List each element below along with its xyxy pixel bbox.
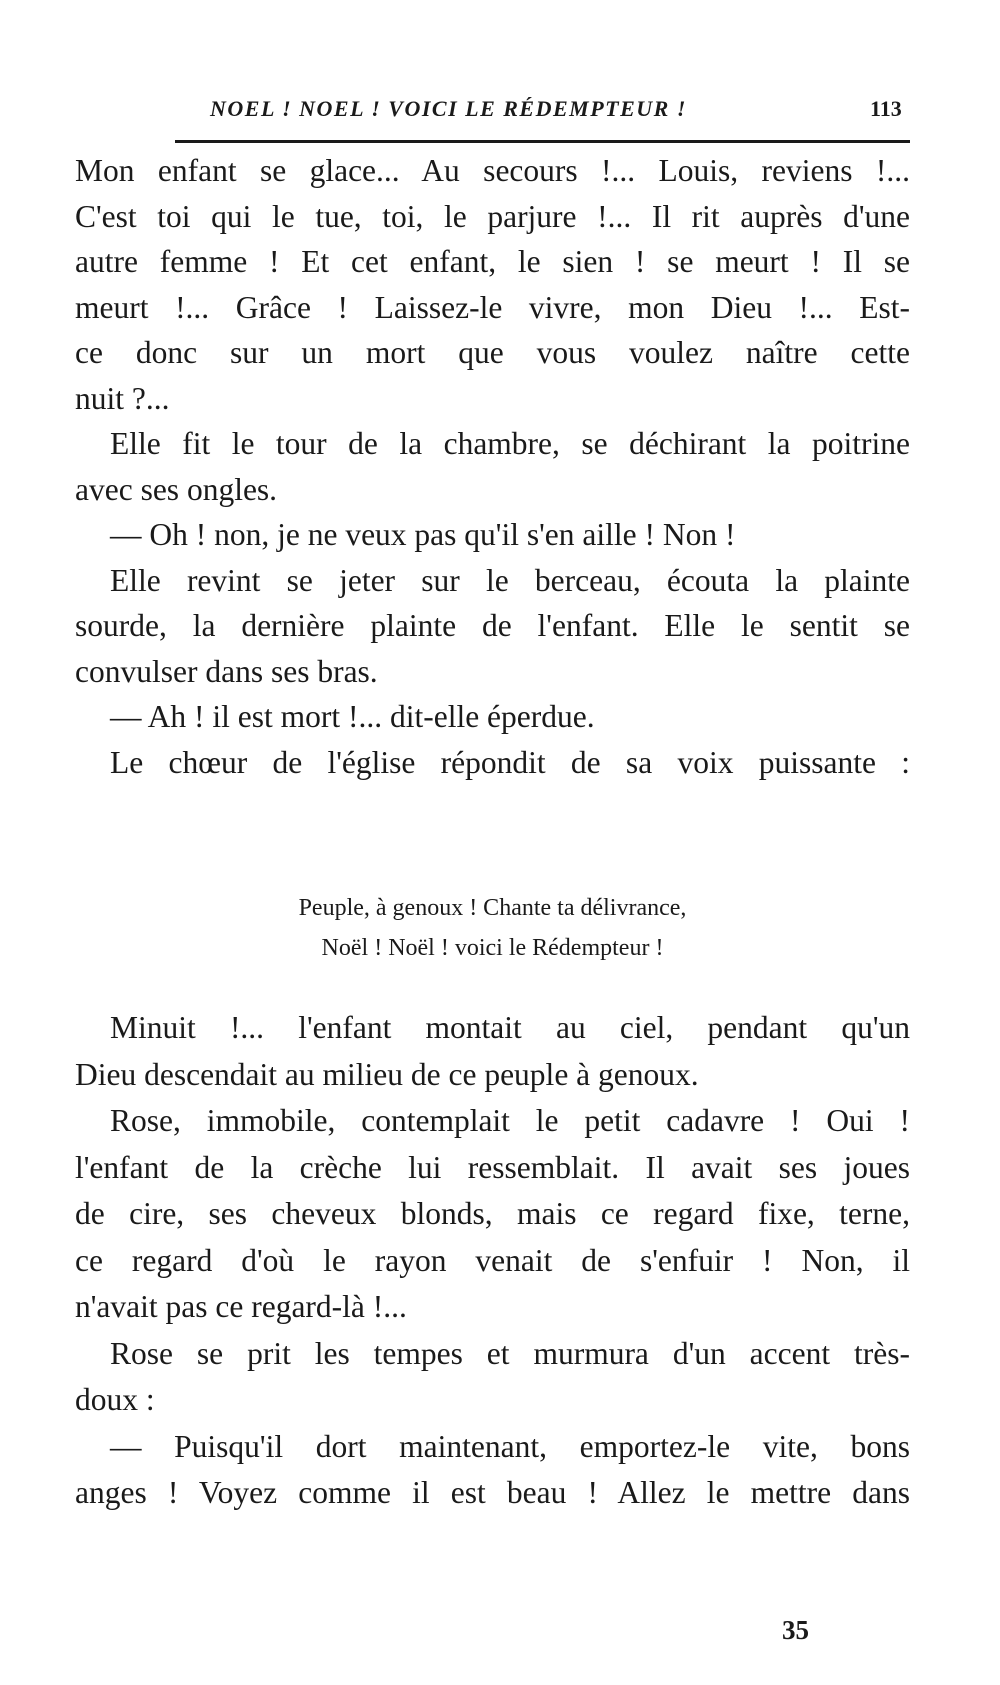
signature-mark: 35	[782, 1615, 809, 1645]
paragraph	[75, 740, 910, 786]
text-line: n'avait pas ce regard-là !...	[75, 1289, 407, 1324]
text-line: anges ! Voyez comme il est beau ! Allez le mettre dans	[75, 1475, 910, 1510]
body-text-bottom	[75, 1005, 910, 1517]
paragraph	[75, 1331, 910, 1424]
header-rule	[175, 140, 910, 143]
text-line: Mon enfant se glace... Au secours !... Louis, reviens !...	[75, 153, 910, 188]
text-line: meurt !... Grâce ! Laissez-le vivre, mon Dieu !... Est-	[75, 289, 910, 325]
text-line: Elle revint se jeter sur le berceau, écouta la plainte	[110, 562, 910, 598]
text-line: avec ses ongles.	[75, 471, 278, 507]
text-line: nuit ?...	[75, 380, 170, 416]
text-line: C'est toi qui le tue, toi, le parjure !... Il rit auprès d'une	[75, 198, 910, 234]
page-number: 113	[870, 96, 902, 121]
text-line: autre femme ! Et cet enfant, le sien ! se meurt ! Il se	[75, 244, 910, 279]
text-line: sourde, la dernière plainte de l'enfant. Elle le sentit se	[75, 608, 910, 643]
text-line: Rose se prit les tempes et murmura d'un accent très-	[110, 1335, 910, 1371]
text-line: ce regard d'où le rayon venait de s'enfuir ! Non, il	[75, 1242, 910, 1278]
text-line: convulser dans ses bras.	[75, 653, 378, 689]
paragraph	[75, 148, 910, 421]
text-line: ce donc sur un mort que vous voulez naître cette	[75, 335, 910, 370]
text-line: Dieu descendait au milieu de ce peuple à genoux.	[75, 1056, 699, 1092]
dialogue-line	[75, 694, 910, 740]
verse-line: Noël ! Noël ! voici le Rédempteur !	[321, 935, 664, 961]
paragraph	[75, 558, 910, 695]
text-line: Le chœur de l'église répondit de sa voix puissante :	[110, 744, 910, 780]
text-line: Rose, immobile, contemplait le petit cadavre ! Oui !	[110, 1103, 910, 1138]
verse-quote	[75, 888, 910, 968]
paragraph	[75, 421, 910, 512]
body-text-top	[75, 148, 910, 785]
text-line: Elle fit le tour de la chambre, se déchirant la poitrine	[110, 426, 910, 461]
paragraph	[75, 1005, 910, 1098]
text-line: doux :	[75, 1382, 155, 1417]
dialogue-line	[75, 1424, 910, 1517]
text-line: — Ah ! il est mort !... dit-elle éperdue.	[110, 699, 595, 734]
text-line: — Oh ! non, je ne veux pas qu'il s'en aille ! Non !	[110, 517, 736, 552]
verse-line: Peuple, à genoux ! Chante ta délivrance,	[298, 895, 687, 921]
running-head: NOEL ! NOEL ! VOICI LE RÉDEMPTEUR !	[210, 96, 687, 121]
text-line: Minuit !... l'enfant montait au ciel, pendant qu'un	[110, 1010, 910, 1045]
paragraph	[75, 1098, 910, 1331]
dialogue-line	[75, 512, 910, 558]
text-line: l'enfant de la crèche lui ressemblait. Il avait ses joues	[75, 1149, 910, 1185]
text-line: de cire, ses cheveux blonds, mais ce regard fixe, terne,	[75, 1196, 910, 1231]
text-line: — Puisqu'il dort maintenant, emportez-le vite, bons	[110, 1428, 910, 1464]
